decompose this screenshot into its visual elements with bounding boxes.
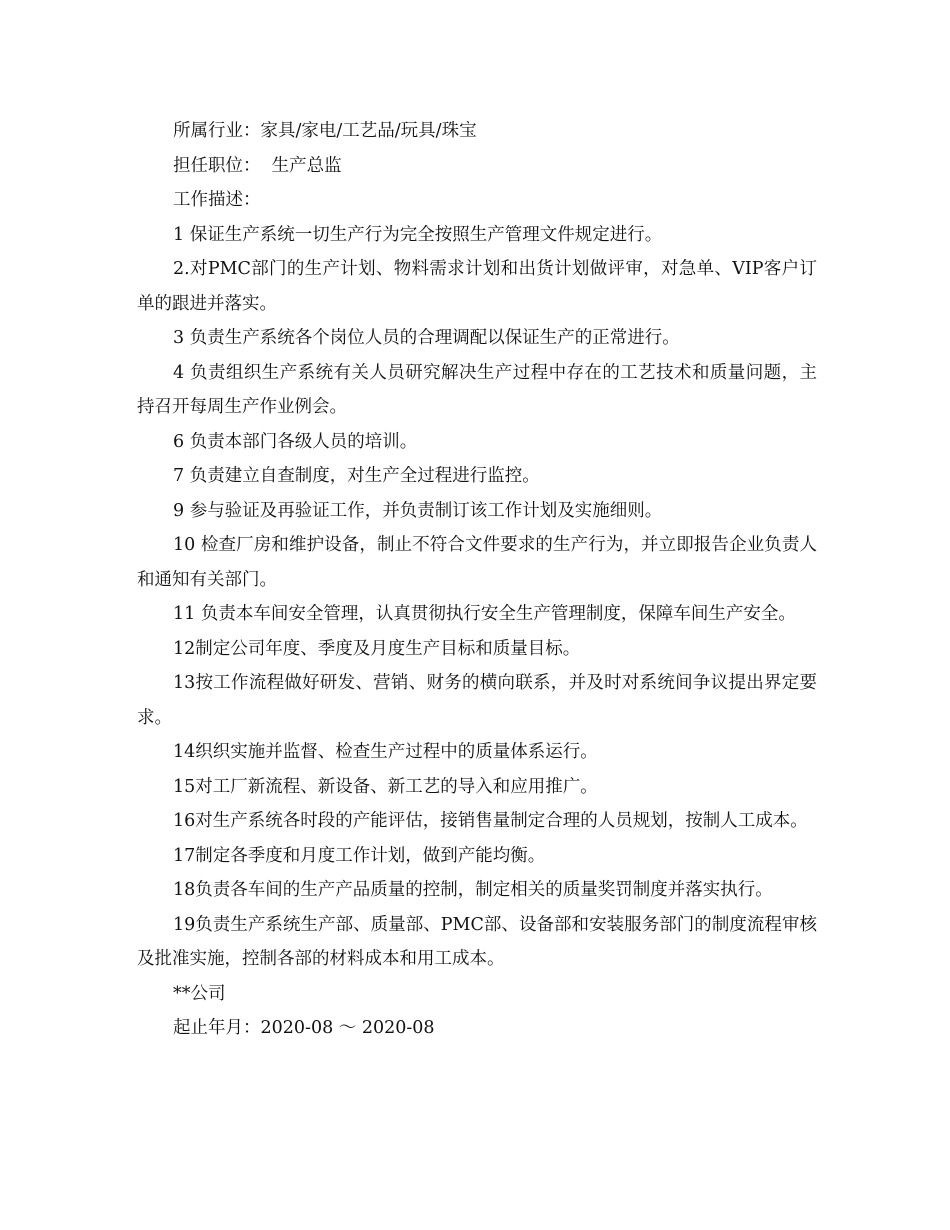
- duty-item-12: 12制定公司年度、季度及月度生产目标和质量目标。: [173, 638, 581, 659]
- duty-item-7: 7 负责建立自查制度，对生产全过程进行监控。: [173, 466, 540, 486]
- duty-item-14: 14织织实施并监督、检查生产过程中的质量体系运行。: [173, 742, 598, 762]
- duty-item-18: 18负责各车间的生产产品质量的控制，制定相关的质量奖罚制度并落实执行。: [173, 880, 773, 900]
- duty-item-19: 19负责生产系统生产部、质量部、PMC部、设备部和安装服务部门的制度流程审核及批准实施，控制各部的材料成本和用工成本。: [137, 914, 817, 969]
- position-line: 担任职位： 生产总监: [173, 155, 342, 176]
- duty-item-15: 15对工厂新流程、新设备、新工艺的导入和应用推广。: [173, 776, 598, 797]
- duty-item-4: 4 负责组织生产系统有关人员研究解决生产过程中存在的工艺技术和质量问题，主持召开每周生产作业例会。: [137, 362, 817, 417]
- description-heading: 工作描述：: [173, 190, 261, 210]
- duty-item-6: 6 负责本部门各级人员的培训。: [173, 431, 418, 452]
- duty-item-16: 16对生产系统各时段的产能评估，接销售量制定合理的人员规划，按制人工成本。: [173, 811, 808, 831]
- document-body: [137, 114, 817, 1046]
- duty-item-3: 3 负责生产系统各个岗位人员的合理调配以保证生产的正常进行。: [173, 328, 680, 348]
- duty-item-2: 2.对PMC部门的生产计划、物料需求计划和出货计划做评审，对急单、VIP客户订单的跟进并落实。: [137, 259, 817, 314]
- duty-item-17: 17制定各季度和月度工作计划，做到产能均衡。: [173, 845, 546, 866]
- duty-item-10: 10 检查厂房和维护设备，制止不符合文件要求的生产行为，并立即报告企业负责人和通知有关部门。: [137, 535, 818, 590]
- industry-line: 所属行业：家具/家电/工艺品/玩具/珠宝: [173, 121, 477, 141]
- company-line: **公司: [173, 983, 226, 1004]
- period-line: 起止年月：2020-08 ～ 2020-08: [173, 1018, 435, 1038]
- duty-item-9: 9 参与验证及再验证工作，并负责制订该工作计划及实施细则。: [173, 500, 663, 521]
- duty-item-1: 1 保证生产系统一切生产行为完全按照生产管理文件规定进行。: [173, 224, 663, 245]
- duty-item-11: 11 负责本车间安全管理，认真贯彻执行安全生产管理制度，保障车间生产安全。: [173, 604, 796, 624]
- duty-item-13: 13按工作流程做好研发、营销、财务的横向联系，并及时对系统间争议提出界定要求。: [137, 673, 817, 728]
